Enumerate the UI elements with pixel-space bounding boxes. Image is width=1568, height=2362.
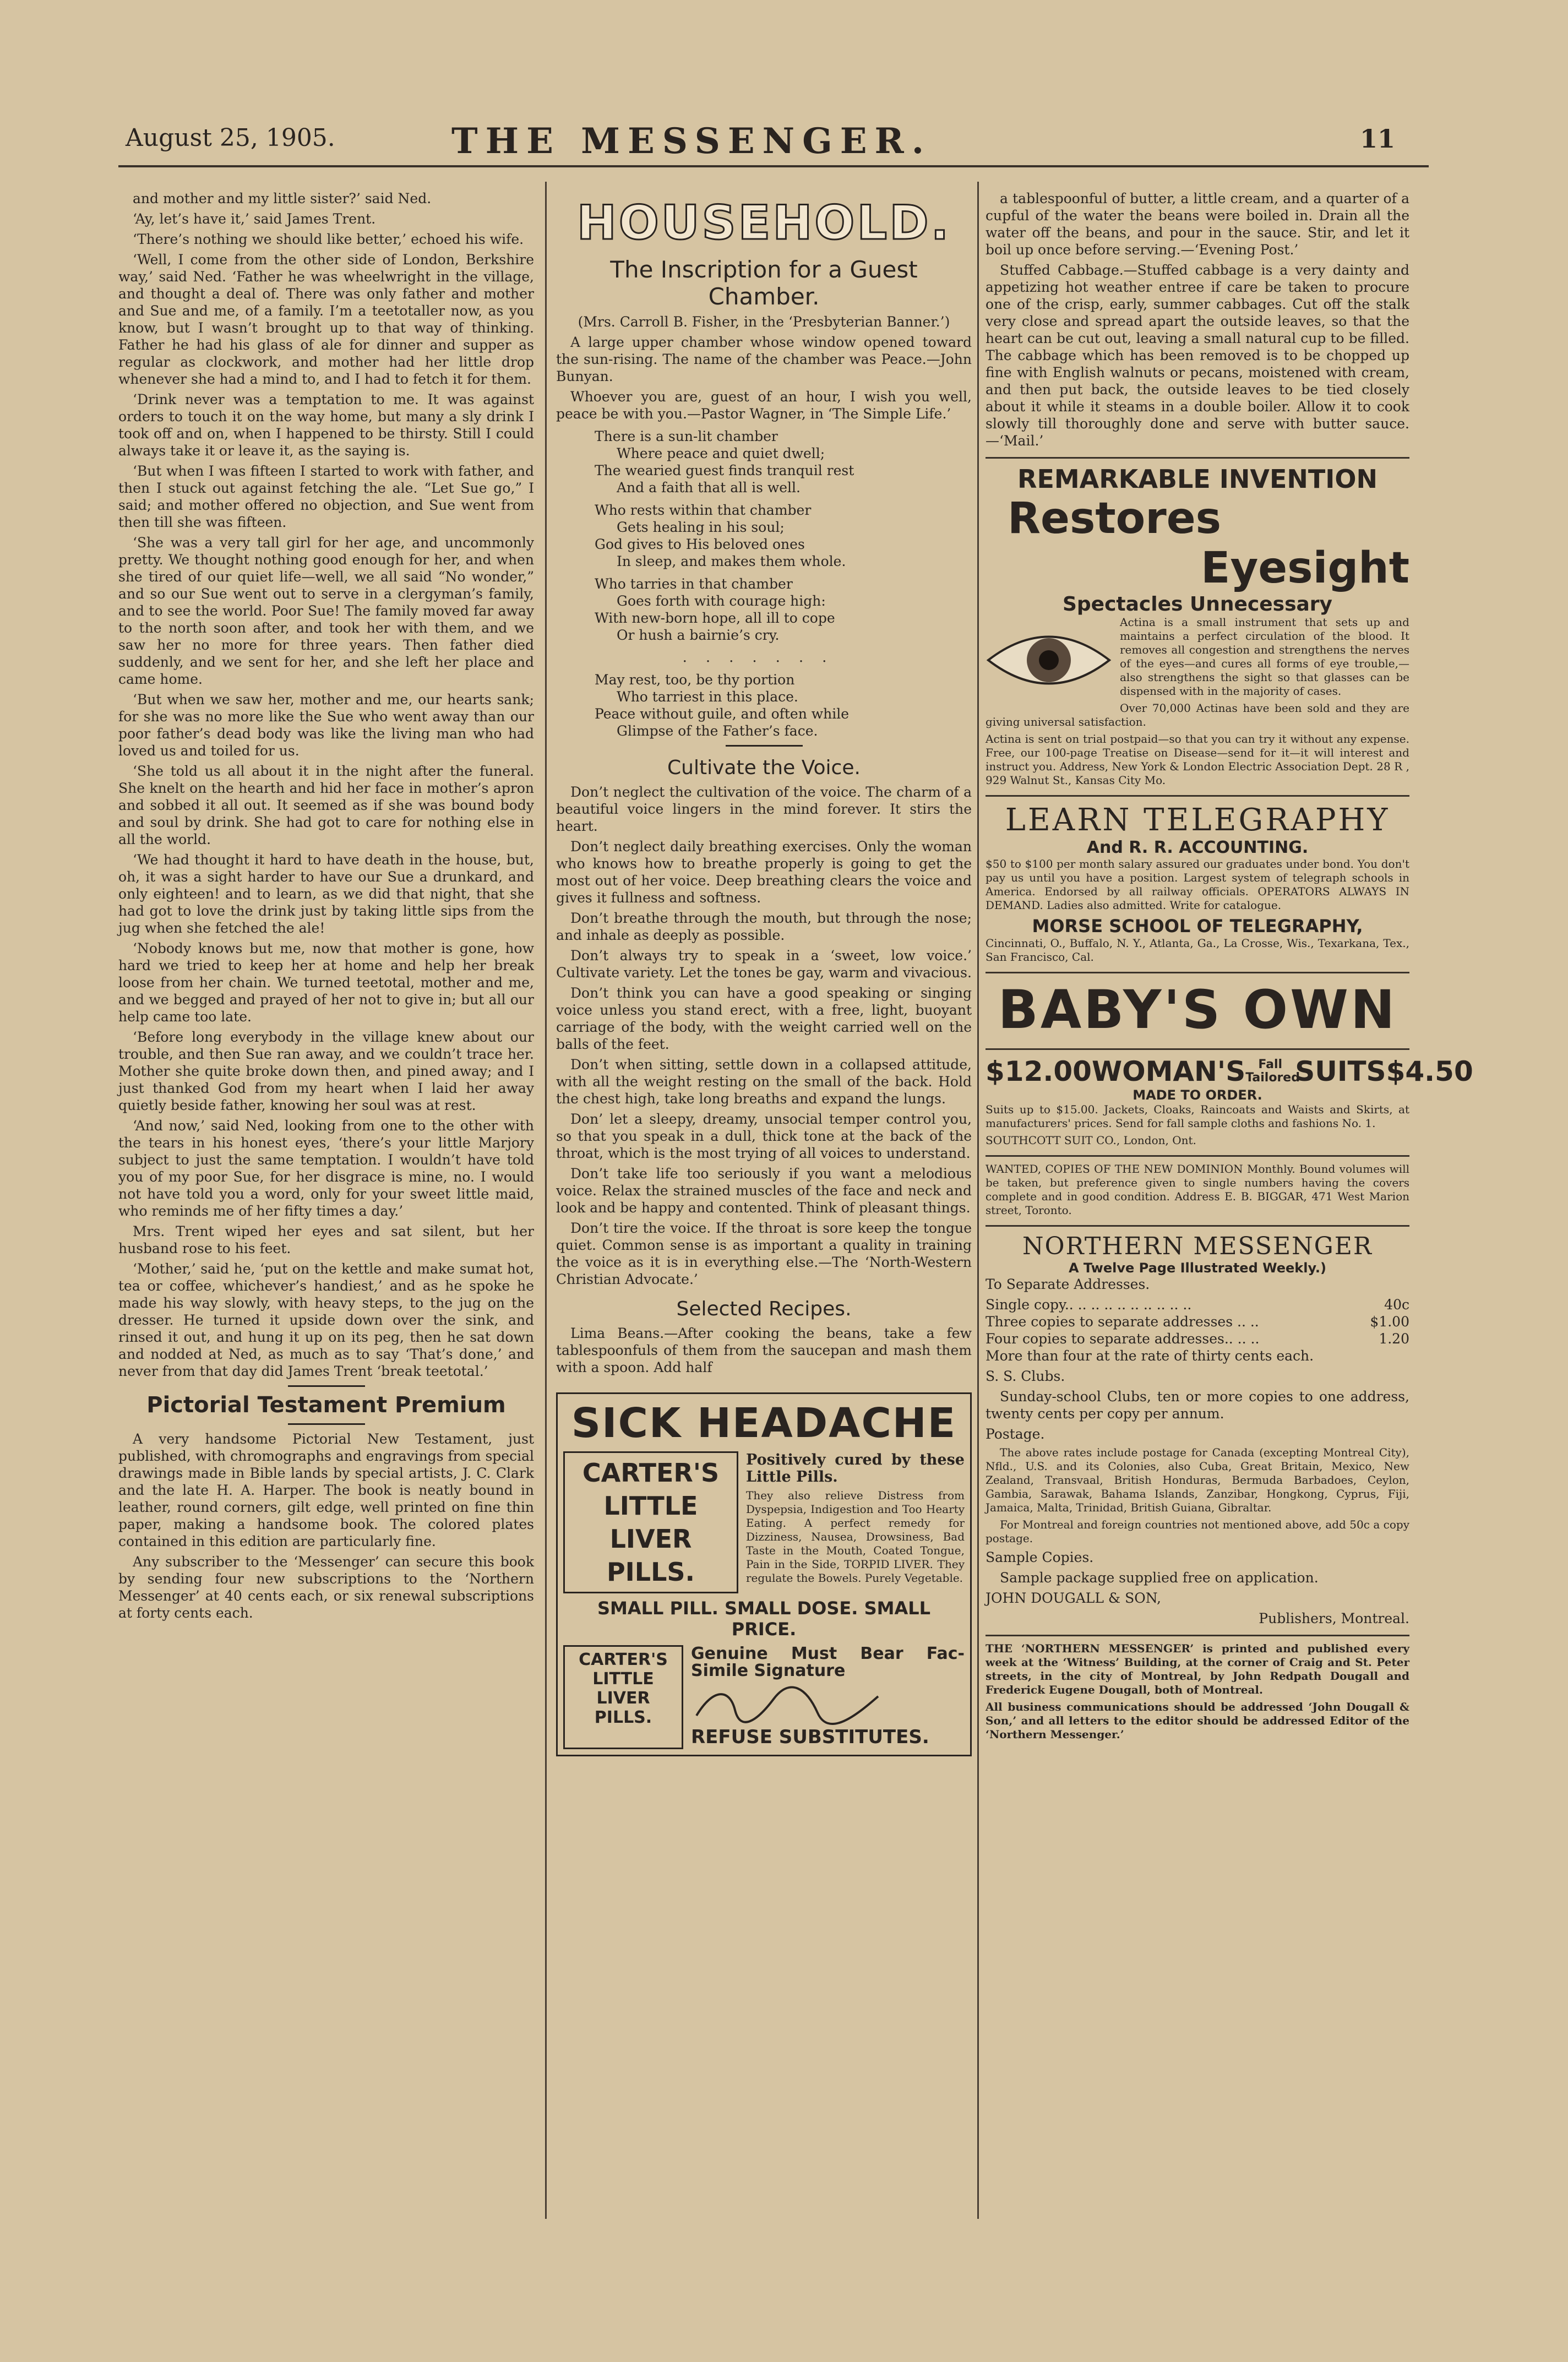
rates-list — [986, 1296, 1409, 1347]
northern-sample: Sample Copies. — [986, 1549, 1094, 1565]
eyesight-body3: Actina is sent on trial postpaid—so that you can try it without any expense. Free, our 100-page Treatise on Disease—send for it—it will interest and instruct you. Address, New York & London Electric Association Dept. 28 R , 929 Walnut St., Kansas City Mo. — [986, 732, 1409, 787]
paragraph: Don’t think you can have a good speaking or singing voice unless you stand erect, with a free, light, buoyant carriage of the body, with the weight carried well on the balls of the feet. — [556, 985, 972, 1052]
recipes-text: Lima Beans.—After cooking the beans, take a few tablespoonfuls of them from the saucepan and mash them with a spoon. Add half — [556, 1325, 972, 1375]
suits-womans: WOMAN'S — [1091, 1055, 1246, 1087]
premium-heading: Pictorial Testament Premium — [146, 1392, 506, 1418]
column-2 — [556, 190, 972, 2205]
suits-made: MADE TO ORDER. — [1133, 1087, 1262, 1103]
northern-separate: To Separate Addresses. — [986, 1276, 1150, 1292]
poem-line: Who tarries in that chamber — [595, 576, 793, 592]
paragraph: and mother and my little sister?’ said Ned. — [133, 191, 432, 206]
poem-line: Who rests within that chamber — [595, 502, 812, 518]
voice-text — [556, 783, 972, 1288]
paragraph: Don’t neglect daily breathing exercises. Only the woman who knows how to breathe properly is going to get the most out of her voice. Deep breathing clears the voice and gives it fullness and softness. — [556, 839, 972, 906]
poem-line: Gets healing in his soul; — [617, 519, 785, 535]
northern-postage-body: The above rates include postage for Canada (excepting Montreal City), Nfld., U.S. and its Colonies, also Cuba, Great Britain, Mexico, New Zealand, Transvaal, British Honduras, Bermuda Barbadoes, Ceylon, Gambia, Sarawak, Bahama Islands, Zanzibar, Hongkong, Cyprus, Fiji, Jamaica, Malta, Trinidad, British Guiana, Gibraltar. — [986, 1446, 1409, 1514]
paper-title: THE MESSENGER. — [451, 121, 932, 162]
poem-line: May rest, too, be thy portion — [595, 672, 795, 688]
inscription-credit: (Mrs. Carroll B. Fisher, in the ‘Presbyterian Banner.’) — [578, 314, 950, 330]
stanza — [595, 575, 972, 644]
northern-sub: A Twelve Page Illustrated Weekly.) — [1069, 1260, 1326, 1276]
voice-heading: Cultivate the Voice. — [667, 757, 861, 779]
suits-fall: Fall Tailored — [1245, 1058, 1300, 1085]
poem-line: Peace without guile, and often while — [595, 706, 850, 722]
carters-logo: CARTER'S LITTLE LIVER PILLS. — [563, 1451, 738, 1593]
northern-publishers: Publishers, Montreal. — [1259, 1610, 1409, 1626]
rate-price: 40c — [1384, 1297, 1409, 1313]
babys-own-title: BABY'S OWN — [998, 979, 1397, 1041]
divider — [726, 745, 803, 747]
eyesight-line4: Spectacles Unnecessary — [1062, 593, 1333, 616]
paragraph: Don’ let a sleepy, dreamy, unsocial temper control you, so that you speak in a dull, thick tone at the back of the throat, which is the most trying of all voices to understand. — [556, 1111, 972, 1161]
rate-price: $1.00 — [1370, 1314, 1409, 1330]
telegraphy-ad — [986, 795, 1409, 964]
poem — [556, 428, 972, 739]
issue-date: August 25, 1905. — [126, 124, 335, 152]
eyesight-line3: Eyesight — [1201, 543, 1409, 593]
poem-line: Or hush a bairnie’s cry. — [617, 627, 780, 643]
carters-genuine: Genuine Must Bear Fac-Simile Signature — [691, 1644, 965, 1680]
imprint — [986, 1635, 1409, 1741]
paragraph: ‘Nobody knows but me, now that mother is gone, how hard we tried to keep her at home and help her break loose from her chain. We turned teetotal, mother and me, and we begged and prayed of her not to give in; but all our help came too late. — [118, 940, 534, 1025]
rate-row — [986, 1296, 1409, 1313]
suits-price1: $12.00 — [986, 1055, 1092, 1087]
stanza-break: ....... — [682, 649, 846, 666]
northern-postage: Postage. — [986, 1426, 1045, 1442]
column-rule — [545, 182, 547, 2219]
paragraph: ‘There’s nothing we should like better,’ echoed his wife. — [133, 231, 524, 247]
poem-line: God gives to His beloved ones — [595, 536, 805, 552]
suits-body: Suits up to $15.00. Jackets, Cloaks, Raincoats and Waists and Skirts, at manufacturers' prices. Send for fall sample cloths and fashions No. 1. — [986, 1103, 1409, 1130]
page-number: 11 — [1360, 124, 1396, 154]
eyesight-line2: Restores — [1008, 494, 1222, 543]
northern-sample-body: Sample package supplied free on application. — [1000, 1570, 1319, 1586]
paragraph: A very handsome Pictorial New Testament, just published, with chromographs and engravings from special drawings made in Bible lands by special artists, J. C. Clark and the late H. A. Harper. The book is neatly bound in leather, round corners, gilt edge, well printed on fine thin paper, making a handsome book. The colored plates contained in this edition are particularly fine. — [118, 1431, 534, 1549]
paragraph: Any subscriber to the ‘Messenger’ can secure this book by sending four new subscriptions to the ‘Northern Messenger’ at 40 cents each, or six renewal subscriptions at forty cents each. — [118, 1554, 534, 1621]
northern-ss: S. S. Clubs. — [986, 1368, 1065, 1384]
inscription-heading: The Inscription for a Guest Chamber. — [610, 256, 918, 310]
telegraphy-body: $50 to $100 per month salary assured our graduates under bond. You don't pay us until you have a position. Largest system of telegraph schools in America. Endorsed by all railway officials. OPERATORS ALWAYS IN DEMAND. Ladies also admitted. Write for catalogue. — [986, 857, 1409, 912]
recipe-continued — [986, 190, 1409, 449]
poem-line: There is a sun-lit chamber — [595, 428, 778, 444]
paragraph: Stuffed Cabbage.—Stuffed cabbage is a very dainty and appetizing hot weather entree if care be taken to procure one of the crisp, early, summer cabbages. Cut off the stalk very close and spread apart the outside leaves, so that the heart can be cut out, leaving a small natural cup to be filled. The cabbage which has been removed is to be chopped up fine with English walnuts or pecans, moistened with cream, and then put back, the outside leaves to be tied closely about it while it steams in a double boiler. Allow it to cook slowly till thoroughly done and serve with butter sauce.—‘Mail.’ — [986, 262, 1409, 449]
rate-label: Single copy.. .. .. .. .. .. .. .. .. .. — [986, 1297, 1192, 1313]
paragraph: Whoever you are, guest of an hour, I wish you well, peace be with you.—Pastor Wagner, in ‘The Simple Life.’ — [556, 389, 972, 422]
northern-messenger-ad — [986, 1225, 1409, 1627]
northern-ss-body: Sunday-school Clubs, ten or more copies to one address, twenty cents per copy per annum. — [986, 1389, 1409, 1422]
rate-row — [986, 1313, 1409, 1330]
carters-small-logo: CARTER'S LITTLE LIVER PILLS. — [563, 1645, 683, 1749]
column-1 — [118, 190, 534, 2205]
paragraph: ‘Ay, let’s have it,’ said James Trent. — [133, 211, 376, 227]
eyesight-body: Actina is a small instrument that sets up and maintains a perfect circulation of the blood. It removes all congestion and strengthens the nerves of the eyes—and cures all forms of eye trouble,—also strengthens the sight so that glasses can be dispensed with in the majority of cases. — [1120, 616, 1409, 698]
rate-row — [986, 1330, 1409, 1347]
stanza — [595, 502, 972, 570]
carters-body: They also relieve Distress from Dyspepsia, Indigestion and Too Hearty Eating. A perfect remedy for Dizziness, Nausea, Drowsiness, Bad Taste in the Mouth, Coated Tongue, Pain in the Side, TORPID LIVER. They regulate the Bowels. Purely Vegetable. — [746, 1489, 965, 1585]
eyesight-body2: Over 70,000 Actinas have been sold and they are giving universal satisfaction. — [986, 701, 1409, 728]
paragraph: ‘Mother,’ said he, ‘put on the kettle and make sumat hot, tea or coffee, whichever’s handiest,’ and as he spoke he made his way slowly, with heavy steps, to the jug on the dresser. He turned it upside down over the sink, and rinsed it out, and hung it up on its peg, then he sat down and nodded at Ned, as much as to say ‘That’s done,’ and never from that day did James Trent ‘break teetotal.’ — [118, 1261, 534, 1379]
carters-ad — [556, 1392, 972, 1756]
paragraph: Don’t always try to speak in a ‘sweet, low voice.’ Cultivate variety. Let the tones be gay, warm and vivacious. — [556, 948, 972, 981]
paragraph: ‘And now,’ said Ned, looking from one to the other with the tears in his honest eyes, ‘there’s your little Marjory subject to just the same temptation. I wouldn’t have told you of my poor Sue, for her disgrace is mine, no. I would not have told you a word, only for your sweet little maid, who reminds me of her fifty times a day.’ — [118, 1118, 534, 1219]
paragraph: A large upper chamber whose window opened toward the sun-rising. The name of the chamber was Peace.—John Bunyan. — [556, 334, 972, 384]
northern-title: NORTHERN MESSENGER — [1022, 1232, 1373, 1260]
imprint-text-2: All business communications should be addressed ‘John Dougall & Son,’ and all letters to the editor should be addressed Editor of the ‘Northern Messenger.’ — [986, 1700, 1409, 1741]
divider — [288, 1385, 365, 1387]
carters-cured: Positively cured by these Little Pills. — [746, 1451, 965, 1485]
poem-line: And a faith that all is well. — [617, 480, 801, 496]
telegraphy-sub: And R. R. ACCOUNTING. — [1086, 838, 1309, 857]
header-rule — [118, 165, 1429, 167]
northern-more: More than four at the rate of thirty cents each. — [986, 1348, 1314, 1364]
poem-line: Goes forth with courage high: — [617, 593, 826, 609]
stanza — [595, 428, 972, 496]
paragraph: Don’t neglect the cultivation of the voice. The charm of a beautiful voice lingers in the mind forever. It stirs the heart. — [556, 784, 972, 834]
stanza — [595, 671, 972, 739]
recipes-heading: Selected Recipes. — [676, 1298, 852, 1320]
paragraph: ‘She was a very tall girl for her age, and uncommonly pretty. We thought nothing good enough for her, and when she tired of our quiet life—well, we all said “No wonder,” and so our Sue went out to serve in a clergyman’s family, and to see the world. Poor Sue! The family moved far away to the north soon after, and took her with them, and we saw her no more for three years. Then father died suddenly, and we sent for her, and she left her place and came home. — [118, 535, 534, 687]
poem-line: With new-born hope, all ill to cope — [595, 610, 835, 626]
paragraph: ‘Before long everybody in the village knew about our trouble, and then Sue ran away, and we couldn’t trace her. Mother she quite broke down then, and pined away; and I just thanked God from my heart when I laid her away quietly beside father, knowing her soul was at rest. — [118, 1029, 534, 1113]
paragraph: ‘We had thought it hard to have death in the house, but, oh, it was a sight harder to have our Sue a drunkard, and only eighteen! and to learn, as we did that night, that she had got to love the drink just by taking little sips from the jug when she fetched the ale! — [118, 852, 534, 936]
eyesight-ad — [986, 457, 1409, 787]
paragraph: Don’t when sitting, settle down in a collapsed attitude, with all the weight resting on the small of the back. Hold the chest high, take long breaths and expand the lungs. — [556, 1057, 972, 1107]
suits-ad — [986, 1048, 1473, 1147]
story-text — [118, 190, 534, 1380]
inscription-intro — [556, 334, 972, 422]
poem-line: Where peace and quiet dwell; — [617, 445, 825, 461]
rate-label: Four copies to separate addresses.. .. .. — [986, 1331, 1260, 1347]
suits-label: SUITS — [1295, 1055, 1386, 1087]
wanted-text: WANTED, COPIES OF THE NEW DOMINION Monthly. Bound volumes will be taken, but preference given to single numbers having the covers complete and in good condition. Address E. B. BIGGAR, 471 West Marion street, Toronto. — [986, 1162, 1409, 1217]
rate-price: 1.20 — [1379, 1331, 1409, 1347]
paragraph: Don’t breathe through the mouth, but through the nose; and inhale as deeply as possible. — [556, 910, 972, 943]
suits-company: SOUTHCOTT SUIT CO., London, Ont. — [986, 1134, 1196, 1147]
paragraph: ‘But when I was fifteen I started to work with father, and then I stuck out against fetching the ale. “Let Sue go,” I said; and mother offered no objection, and Sue went from then till she was fifteen. — [118, 463, 534, 530]
suits-price2: $4.50 — [1386, 1055, 1473, 1087]
carters-refuse: REFUSE SUBSTITUTES. — [691, 1726, 929, 1748]
eyesight-line1: REMARKABLE INVENTION — [1017, 464, 1378, 494]
poem-line: Who tarriest in this place. — [617, 689, 798, 705]
telegraphy-title: LEARN TELEGRAPHY — [1005, 802, 1390, 838]
household-heading: HOUSEHOLD. — [576, 195, 951, 251]
rate-label: Three copies to separate addresses .. .. — [986, 1314, 1259, 1330]
paragraph: a tablespoonful of butter, a little cream, and a quarter of a cupful of the water the beans were boiled in. Drain all the water off the beans, and pour in the sauce. Stir, and let it boil up once before serving.—‘Evening Post.’ — [986, 191, 1409, 258]
northern-montreal: For Montreal and foreign countries not mentioned above, add 50c a copy postage. — [986, 1518, 1409, 1545]
carters-headline: SICK HEADACHE — [571, 1400, 957, 1447]
wanted-ad — [986, 1155, 1409, 1217]
telegraphy-cities: Cincinnati, O., Buffalo, N. Y., Atlanta, Ga., La Crosse, Wis., Texarkana, Tex., San Francisco, Cal. — [986, 937, 1409, 964]
carters-tagline: SMALL PILL. SMALL DOSE. SMALL PRICE. — [597, 1598, 930, 1640]
paragraph: ‘Well, I come from the other side of London, Berkshire way,’ said Ned. ‘Father he was wheelwright in the village, and thought a deal of. There was only father and mother and Sue and me, of a family. I’m a teetotaller now, as you know, but I wasn’t brought up to that way of thinking. Father he had his glass of ale for dinner and supper as regular as clockwork, and mother had her little drop whenever she had a mind to, and I had to fetch it for them. — [118, 252, 534, 387]
paragraph: ‘She told us all about it in the night after the funeral. She knelt on the hearth and hid her face in mother’s apron and sobbed it all out. It seemed as if she was bound body and soul by drink. She had got to care for nothing else in all the world. — [118, 763, 534, 847]
premium-text — [118, 1430, 534, 1621]
divider — [288, 1423, 365, 1425]
paragraph: Don’t tire the voice. If the throat is sore keep the tongue quiet. Common sense is as important a quality in training the voice as it is in everything else.—The ‘North-Western Christian Advocate.’ — [556, 1220, 972, 1287]
column-3 — [986, 190, 1473, 2205]
paragraph: Mrs. Trent wiped her eyes and sat silent, but her husband rose to his feet. — [118, 1223, 534, 1256]
paragraph: ‘Drink never was a temptation to me. It was against orders to touch it on the way home, but many a sly drink I took off and on, when I happened to be thirsty. Still I could always take it or leave it, as the saying is. — [118, 391, 534, 459]
poem-line: In sleep, and makes them whole. — [617, 553, 846, 569]
signature-mark — [691, 1683, 889, 1727]
eye-icon — [986, 619, 1112, 701]
paragraph: ‘But when we saw her, mother and me, our hearts sank; for she was no more like the Sue who went away than our poor father’s dead body was like the living man who had loved us and toiled for us. — [118, 692, 534, 759]
babys-own-ad — [986, 972, 1409, 1041]
poem-line: Glimpse of the Father’s face. — [617, 723, 818, 739]
paragraph: Don’t take life too seriously if you want a melodious voice. Relax the strained muscles of the face and neck and look and be happy and contented. Think of pleasant things. — [556, 1166, 972, 1216]
telegraphy-school: MORSE SCHOOL OF TELEGRAPHY, — [1032, 916, 1363, 937]
imprint-text: THE ‘NORTHERN MESSENGER’ is printed and published every week at the ‘Witness’ Building, at the corner of Craig and St. Peter streets, in the city of Montreal, by John Redpath Dougall and Frederick Eugene Dougall, both of Montreal. — [986, 1642, 1409, 1696]
poem-line: The wearied guest finds tranquil rest — [595, 462, 854, 478]
northern-dougall: JOHN DOUGALL & SON, — [986, 1590, 1161, 1606]
column-rule — [977, 182, 979, 2219]
